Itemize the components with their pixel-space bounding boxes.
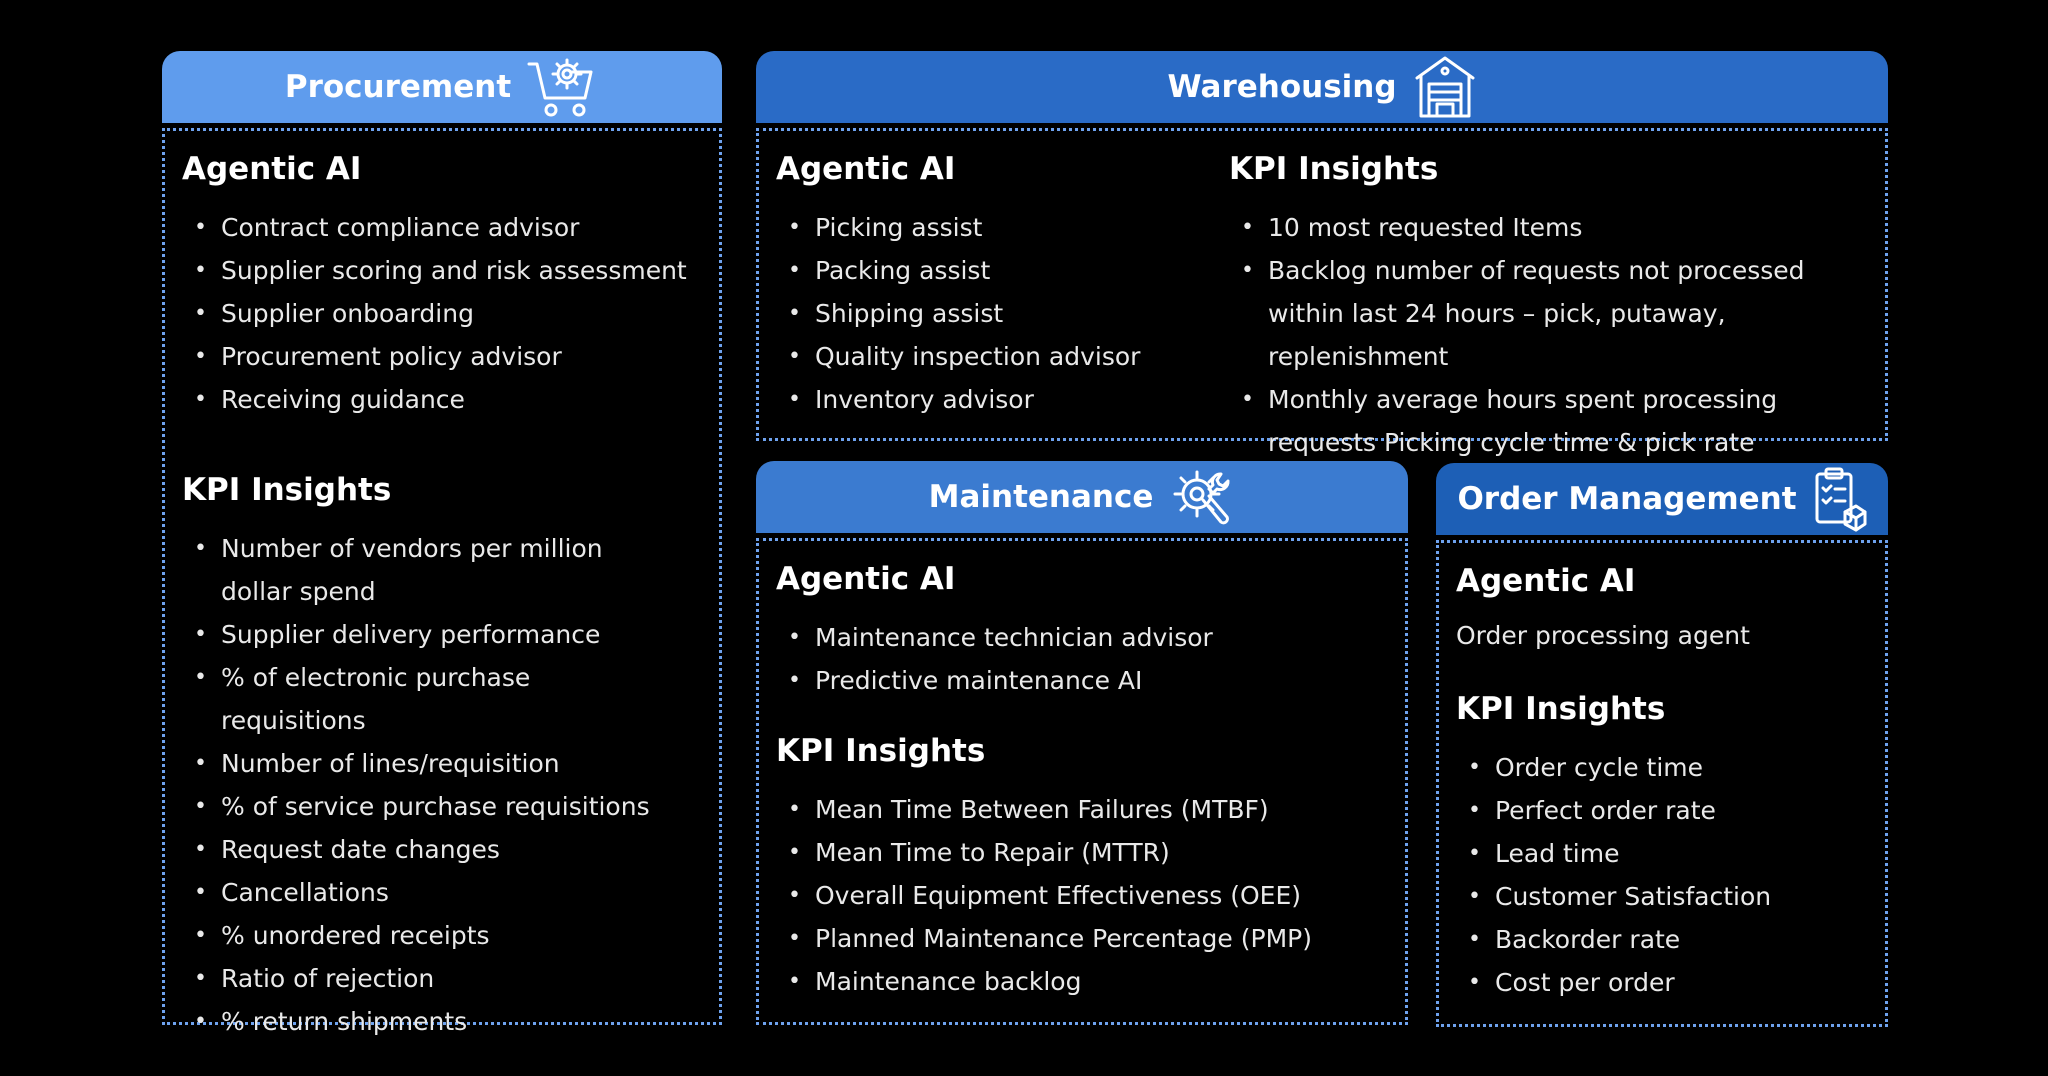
procurement-kpi-list [182,527,662,1043]
shopping-cart-gear-icon [527,54,599,120]
warehousing-header [756,51,1888,123]
list-item: • Monthly average hours spent processing requests Picking cycle time & pick rate [1229,378,1859,464]
list-item: • Number of vendors per million dollar spend [182,527,662,613]
list-item: • % unordered receipts [182,914,662,957]
warehousing-agentic-title: Agentic AI [776,151,956,187]
list-item: • % of electronic purchase requisitions [182,656,662,742]
procurement-agentic-title: Agentic AI [182,151,362,187]
procurement-card [162,51,722,1036]
list-item: • Overall Equipment Effectiveness (OEE) [776,874,1376,917]
list-item: • Packing assist [776,249,1196,292]
warehousing-title: Warehousing [1167,69,1397,105]
warehousing-kpi-list [1229,206,1859,464]
procurement-kpi-title: KPI Insights [182,472,392,508]
warehousing-agentic-list [776,206,1196,421]
list-item: • Supplier delivery performance [182,613,662,656]
list-item: • Mean Time Between Failures (MTBF) [776,788,1376,831]
maintenance-agentic-list [776,616,1376,702]
order-management-body [1436,540,1888,1027]
clipboard-box-icon [1813,466,1867,532]
list-item: • Maintenance backlog [776,960,1376,1003]
list-item: • Cost per order [1456,961,1866,1004]
maintenance-header [756,461,1408,533]
list-item: • Maintenance technician advisor [776,616,1376,659]
maintenance-kpi-title: KPI Insights [776,733,986,769]
list-item: • Backlog number of requests not processed within last 24 hours – pick, putaway, replenishment [1229,249,1859,378]
procurement-agentic-list [182,206,702,421]
list-item: • Supplier scoring and risk assessment [182,249,702,292]
warehousing-card [756,51,1888,457]
maintenance-card [756,461,1408,1025]
list-item: • Mean Time to Repair (MTTR) [776,831,1376,874]
gear-wrench-icon [1169,464,1235,530]
list-item: • Procurement policy advisor [182,335,702,378]
list-item: • Request date changes [182,828,662,871]
warehouse-icon [1413,54,1477,120]
procurement-header [162,51,722,123]
list-item: • 10 most requested Items [1229,206,1859,249]
warehousing-body [756,128,1888,457]
list-item: • Customer Satisfaction [1456,875,1866,918]
order-management-agentic-title: Agentic AI [1456,563,1636,599]
maintenance-body [756,538,1408,1025]
maintenance-agentic-title: Agentic AI [776,561,956,597]
procurement-title: Procurement [284,69,512,105]
order-management-card [1436,463,1888,1027]
list-item: • Order cycle time [1456,746,1866,789]
list-item: • Planned Maintenance Percentage (PMP) [776,917,1376,960]
maintenance-title: Maintenance [928,479,1154,515]
list-item: • Lead time [1456,832,1866,875]
list-item: • % of service purchase requisitions [182,785,662,828]
list-item: • Predictive maintenance AI [776,659,1376,702]
list-item: • Picking assist [776,206,1196,249]
list-item: • Perfect order rate [1456,789,1866,832]
order-management-header [1436,463,1888,535]
list-item: • Quality inspection advisor [776,335,1196,378]
list-item: • Contract compliance advisor [182,206,702,249]
list-item: • Inventory advisor [776,378,1196,421]
list-item: • Receiving guidance [182,378,702,421]
list-item: • Number of lines/requisition [182,742,662,785]
order-management-kpi-list [1456,746,1866,1004]
order-management-agentic-text: Order processing agent [1456,621,1750,650]
order-management-title: Order Management [1457,481,1797,517]
list-item: • Backorder rate [1456,918,1866,961]
list-item: • Shipping assist [776,292,1196,335]
warehousing-kpi-title: KPI Insights [1229,151,1439,187]
list-item: • Supplier onboarding [182,292,702,335]
list-item: • Cancellations [182,871,662,914]
procurement-body [162,128,722,1036]
list-item: • Ratio of rejection [182,957,662,1000]
maintenance-kpi-list [776,788,1376,1003]
order-management-kpi-title: KPI Insights [1456,691,1666,727]
list-item: • % return shipments [182,1000,662,1043]
